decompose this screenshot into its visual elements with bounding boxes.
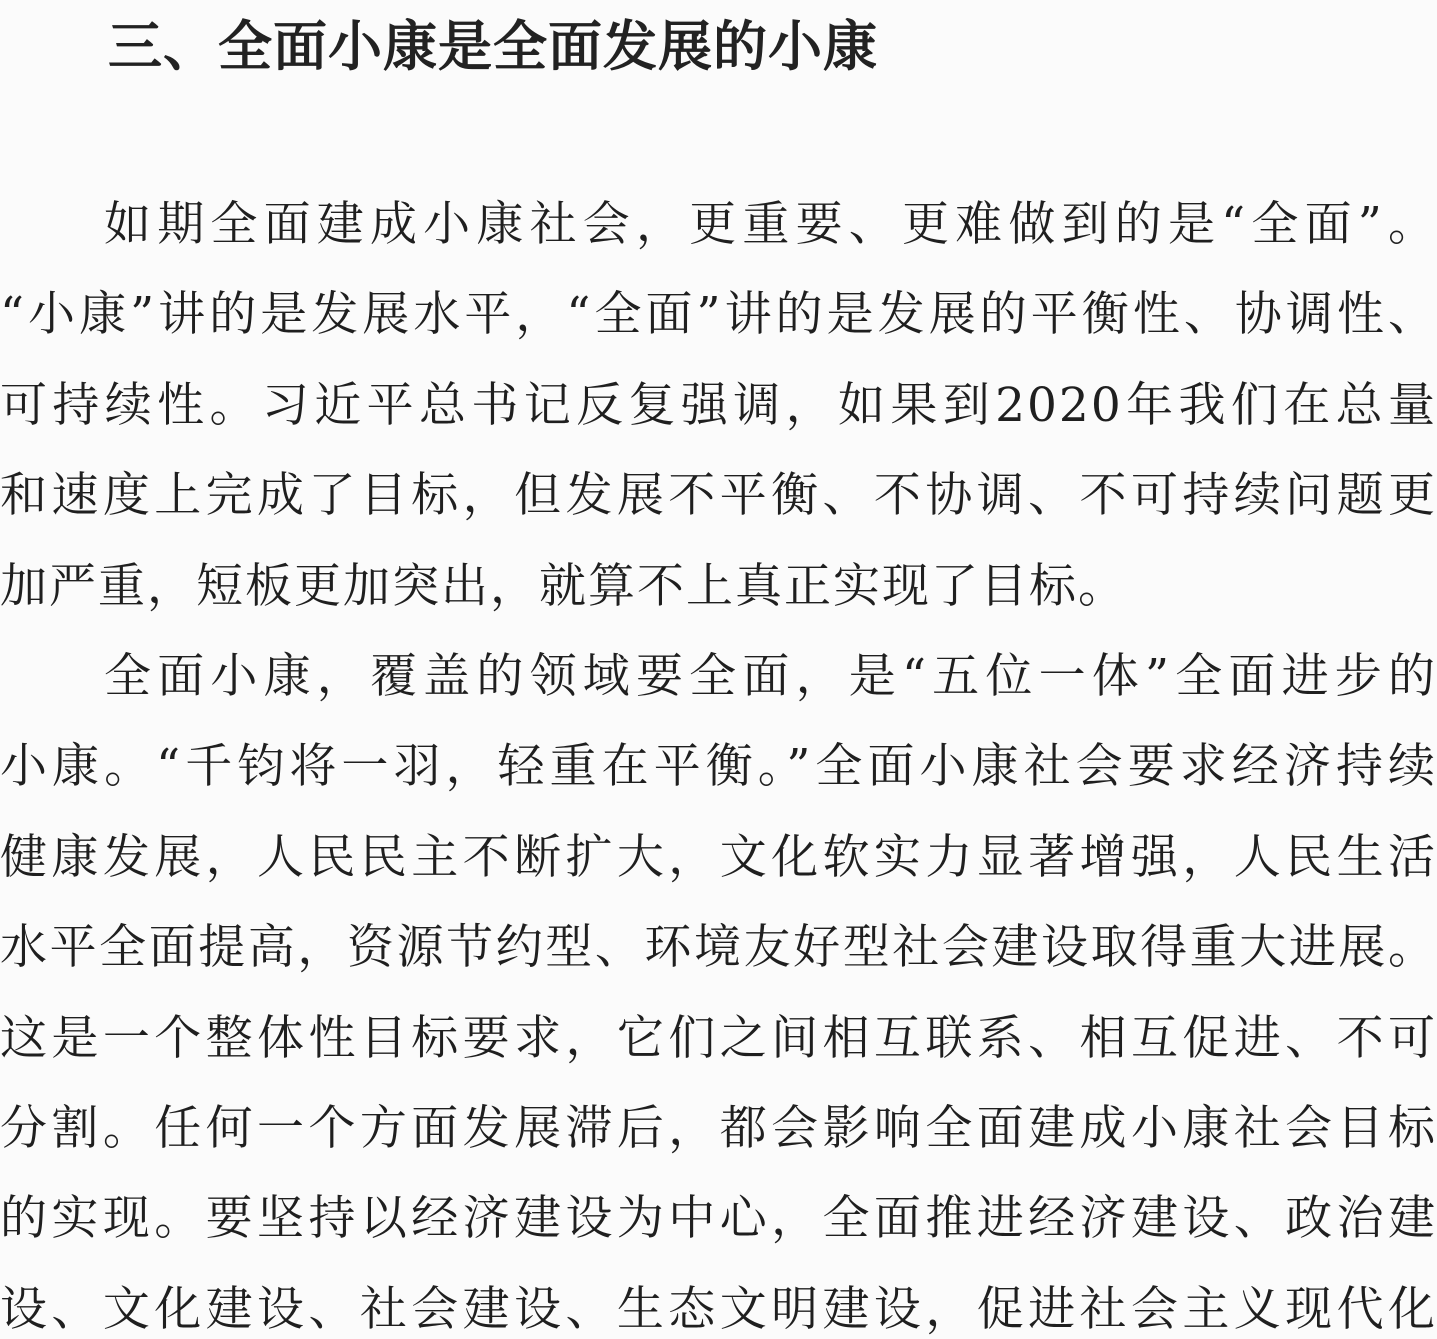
text-line: “小康”讲的是发展水平，“全面”讲的是发展的平衡性、协调性、 [0, 287, 1437, 343]
text-line: 和速度上完成了目标，但发展不平衡、不协调、不可持续问题更 [0, 468, 1437, 524]
text-line: 分割。任何一个方面发展滞后，都会影响全面建成小康社会目标 [0, 1100, 1437, 1156]
text-line: 设、文化建设、社会建设、生态文明建设，促进社会主义现代化 [0, 1281, 1437, 1337]
section-heading: 三、全面小康是全面发展的小康 [108, 15, 878, 78]
text-line: 如期全面建成小康社会，更重要、更难做到的是“全面”。 [104, 197, 1437, 252]
text-line: 这是一个整体性目标要求，它们之间相互联系、相互促进、不可 [0, 1010, 1437, 1066]
text-line: 加严重，短板更加突出，就算不上真正实现了目标。 [0, 558, 1127, 614]
text-line: 可持续性。习近平总书记反复强调，如果到2020年我们在总量 [0, 377, 1437, 433]
text-line: 健康发展，人民民主不断扩大，文化软实力显著增强，人民生活 [0, 829, 1437, 885]
text-line: 全面小康，覆盖的领域要全面，是“五位一体”全面进步的 [104, 648, 1437, 704]
paragraph [0, 632, 1437, 1339]
text-line: 的实现。要坚持以经济建设为中心，全面推进经济建设、政治建 [0, 1191, 1437, 1247]
body-text [0, 180, 1437, 1339]
text-line: 小康。“千钧将一羽，轻重在平衡。”全面小康社会要求经济持续 [0, 739, 1437, 795]
text-line: 水平全面提高，资源节约型、环境友好型社会建设取得重大进展。 [0, 920, 1437, 976]
paragraph [0, 180, 1437, 632]
